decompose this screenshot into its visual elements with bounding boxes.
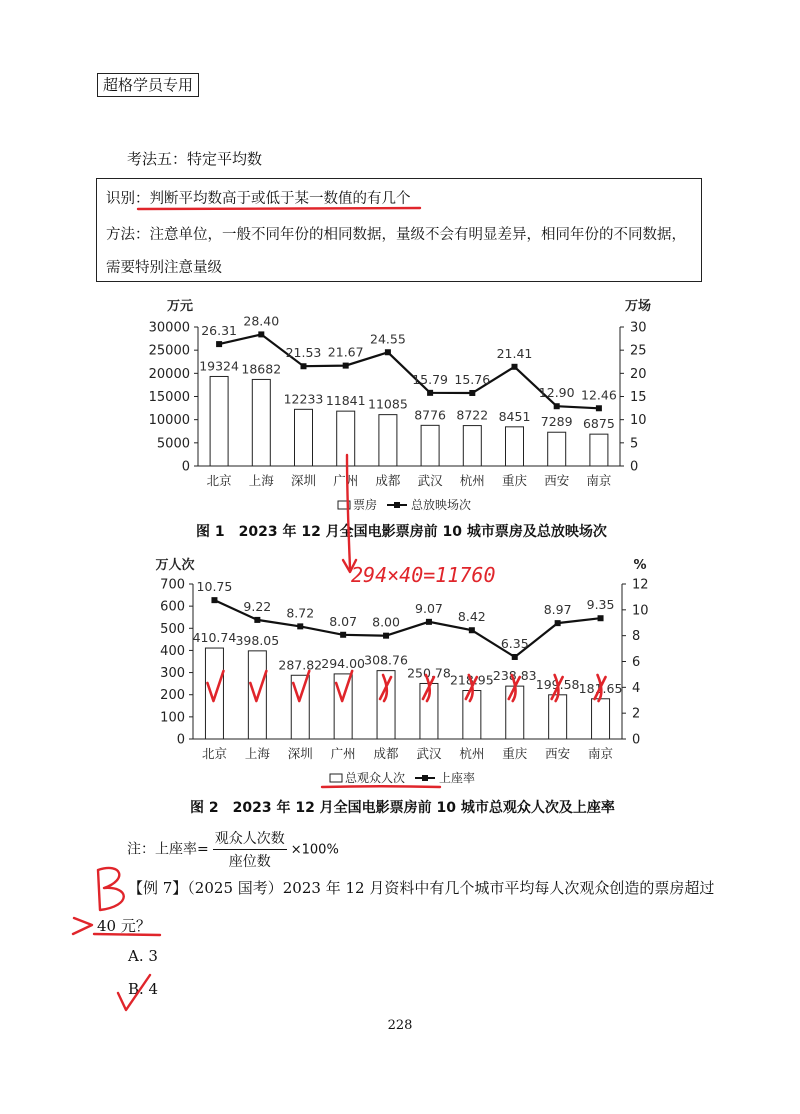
right-tick-label: 8 [632, 629, 641, 645]
bar-value-label: 398.05 [235, 632, 280, 648]
bar [210, 376, 228, 466]
line-value-label: 8.07 [329, 613, 358, 629]
line-value-label: 21.41 [496, 345, 533, 361]
line-point [385, 349, 391, 355]
right-tick-label: 30 [630, 320, 647, 336]
category-label: 西安 [544, 473, 570, 488]
left-tick-label: 20000 [148, 366, 190, 382]
option-b[interactable]: B. 4 [128, 980, 159, 998]
category-label: 重庆 [502, 746, 528, 761]
left-tick-label: 0 [181, 459, 190, 475]
letter-b-icon [98, 868, 124, 910]
chart-1-caption: 图 1 2023 年 12 月全国电影票房前 10 城市票房及总放映场次 [196, 524, 607, 540]
category-label: 杭州 [459, 746, 485, 761]
left-tick-label: 15000 [148, 390, 190, 405]
bar-value-label: 199.58 [535, 676, 580, 692]
question-line-2: 40 元？ [97, 917, 151, 935]
bar [548, 432, 566, 466]
category-label: 广州 [330, 746, 356, 761]
category-label: 成都 [373, 746, 399, 761]
section-title: 考法五：特定平均数 [127, 150, 263, 168]
legend-line-marker [394, 502, 400, 508]
chart-1 [0, 292, 800, 512]
category-label: 成都 [375, 473, 401, 488]
category-label: 武汉 [416, 746, 442, 761]
bar-value-label: 8776 [414, 407, 447, 423]
line-value-label: 9.22 [243, 598, 272, 614]
line-point [469, 627, 475, 633]
bar-value-label: 294.00 [321, 655, 366, 671]
bar-value-label: 8451 [498, 408, 531, 424]
category-label: 南京 [588, 746, 614, 761]
left-unit-label: 万元 [166, 299, 194, 314]
line-point [216, 341, 222, 347]
right-tick-label: 10 [630, 413, 647, 429]
page-number: 228 [387, 1018, 413, 1033]
method-line-1: 方法：注意单位，一般不同年份的相同数据，量级不会有明显差异，相同年份的不同数据， [106, 227, 686, 243]
line-point [596, 405, 602, 411]
identify-line [106, 187, 411, 208]
category-label: 北京 [206, 473, 232, 488]
bar-value-label: 19324 [199, 358, 239, 374]
line-point [512, 364, 518, 370]
bar-value-label: 308.76 [364, 652, 408, 668]
footnote-fraction [213, 828, 287, 871]
bar-value-label: 8722 [456, 407, 489, 423]
right-unit-label: % [633, 558, 647, 573]
line-series-path [214, 600, 600, 657]
bar-value-label: 218.95 [449, 672, 494, 688]
bar [420, 683, 438, 739]
bar-value-label: 18682 [241, 361, 282, 377]
left-tick-label: 10000 [148, 413, 190, 429]
category-label: 南京 [586, 473, 612, 488]
line-value-label: 8.42 [457, 609, 486, 625]
category-label: 深圳 [287, 746, 313, 761]
bar [252, 379, 270, 466]
chart-1-svg [0, 292, 800, 512]
category-label: 北京 [201, 746, 227, 761]
left-tick-label: 25000 [148, 343, 190, 359]
bar-value-label: 7289 [540, 414, 573, 430]
left-tick-label: 300 [160, 666, 185, 682]
left-tick-label: 600 [160, 599, 185, 615]
left-tick-label: 100 [160, 710, 185, 726]
footnote-denominator: 座位数 [228, 854, 271, 870]
line-point [297, 623, 303, 629]
bar [377, 671, 395, 739]
footnote-suffix: ×100% [290, 842, 339, 858]
line-point [554, 403, 560, 409]
legend-bar-label: 总观众人次 [345, 771, 406, 785]
bar-value-label: 238.83 [492, 668, 537, 684]
chart-2-svg [0, 556, 800, 792]
right-tick-label: 4 [632, 680, 641, 696]
line-value-label: 9.07 [415, 600, 443, 616]
line-point [343, 363, 349, 369]
legend-bar-swatch [338, 501, 350, 509]
bar-value-label: 12233 [283, 391, 324, 407]
line-value-label: 26.31 [201, 323, 237, 339]
bar [506, 686, 524, 739]
bar [205, 648, 223, 739]
category-label: 广州 [333, 473, 359, 488]
bar [463, 691, 481, 739]
line-value-label: 15.76 [454, 371, 491, 387]
line-point [340, 632, 346, 638]
bar-value-label: 250.78 [407, 665, 451, 681]
category-label: 杭州 [459, 473, 485, 488]
left-tick-label: 500 [160, 621, 185, 637]
right-tick-label: 6 [632, 655, 641, 670]
chart-2 [0, 556, 800, 792]
footnote-numerator: 观众人次数 [213, 828, 287, 850]
footnote-prefix: 注：上座率= [127, 841, 209, 858]
line-value-label: 12.90 [538, 385, 575, 401]
right-tick-label: 2 [632, 706, 641, 722]
question-line-1: 【例 7】（2025 国考）2023 年 12 月资料中有几个城市平均每人次观众创造的票房超过 [128, 879, 715, 897]
bar [334, 674, 352, 739]
bar [463, 426, 481, 466]
student-only-badge: 超格学员专用 [97, 73, 199, 97]
category-label: 深圳 [290, 473, 317, 488]
line-point [598, 615, 604, 621]
line-point [512, 654, 518, 660]
line-point [426, 619, 432, 625]
line-value-label: 28.40 [243, 313, 280, 329]
bar-value-label: 11841 [325, 393, 366, 409]
bar [291, 675, 309, 739]
category-label: 上海 [244, 746, 270, 761]
right-tick-label: 5 [630, 436, 639, 452]
chart-2-caption: 图 2 2023 年 12 月全国电影票房前 10 城市总观众人次及上座率 [190, 800, 615, 816]
bar [590, 434, 608, 466]
bar [379, 415, 397, 466]
line-value-label: 6.35 [500, 635, 529, 651]
line-value-label: 15.79 [412, 371, 448, 387]
method-box [96, 178, 702, 282]
legend-line-marker [422, 775, 428, 781]
left-tick-label: 0 [176, 732, 185, 748]
right-tick-label: 0 [630, 459, 639, 475]
line-point [555, 620, 561, 626]
category-label: 西安 [545, 746, 571, 761]
bar [248, 651, 266, 739]
right-tick-label: 12 [632, 577, 649, 593]
right-tick-label: 20 [630, 366, 647, 382]
line-value-label: 8.97 [543, 602, 572, 618]
legend-line-label: 总放映场次 [411, 498, 472, 512]
identify-text: 判断平均数高于或低于某一数值的有几个 [149, 191, 411, 207]
option-a[interactable]: A. 3 [128, 947, 158, 965]
legend-bar-label: 票房 [353, 498, 378, 512]
right-tick-label: 0 [632, 732, 641, 748]
right-tick-label: 15 [630, 390, 647, 405]
line-value-label: 8.72 [286, 605, 315, 621]
category-label: 上海 [248, 473, 274, 488]
line-point [469, 390, 475, 396]
bar-value-label: 6875 [582, 416, 615, 432]
line-value-label: 21.67 [327, 344, 364, 360]
line-value-label: 9.35 [586, 597, 615, 613]
left-tick-label: 30000 [148, 320, 190, 336]
left-tick-label: 700 [160, 577, 185, 593]
line-value-label: 8.00 [372, 614, 400, 630]
identify-label: 识别： [106, 191, 150, 207]
line-point [383, 633, 389, 639]
line-point [258, 331, 264, 337]
line-value-label: 21.53 [285, 345, 322, 361]
right-tick-label: 10 [632, 603, 649, 619]
method-line-2: 需要特别注意量级 [106, 260, 222, 276]
left-tick-label: 5000 [156, 436, 190, 452]
category-label: 武汉 [417, 473, 443, 488]
category-label: 重庆 [501, 473, 528, 488]
bar-value-label: 287.82 [278, 657, 323, 673]
legend-bar-swatch [330, 774, 342, 782]
bar-value-label: 410.74 [192, 630, 237, 646]
bar [592, 699, 610, 739]
right-tick-label: 25 [630, 343, 647, 359]
arrow-mark-icon [73, 918, 92, 934]
bar [506, 427, 524, 466]
left-tick-label: 200 [160, 688, 185, 704]
bar [549, 695, 567, 739]
bar-value-label: 181.65 [578, 680, 623, 696]
line-point [254, 617, 260, 623]
right-unit-label: 万场 [624, 299, 652, 314]
line-point [301, 363, 307, 369]
bar-value-label: 11085 [368, 396, 408, 412]
line-value-label: 12.46 [581, 387, 617, 403]
line-point [427, 390, 433, 396]
line-value-label: 10.75 [196, 579, 233, 595]
line-value-label: 24.55 [370, 331, 406, 347]
footnote [127, 828, 339, 871]
bar [421, 425, 439, 466]
left-unit-label: 万人次 [155, 558, 195, 573]
line-point [211, 597, 217, 603]
handwritten-calculation: 294×40=11760 [351, 563, 496, 587]
bar [295, 409, 313, 466]
bar [337, 411, 355, 466]
legend-line-label: 上座率 [439, 771, 476, 785]
left-tick-label: 400 [160, 643, 185, 659]
